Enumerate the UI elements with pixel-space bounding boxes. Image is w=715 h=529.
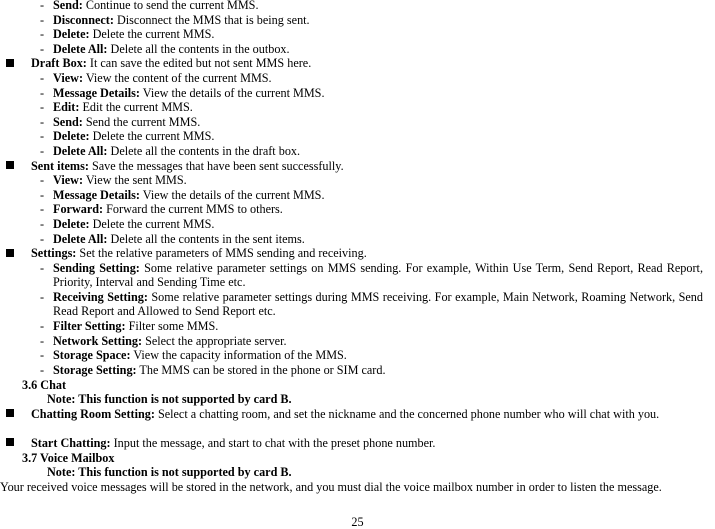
bullet-start-chatting: Start Chatting: Input the message, and start to chat with the preset phone number. — [31, 436, 436, 450]
square-bullet-icon — [6, 438, 14, 446]
bullet-draft-box: Draft Box: It can save the edited but not sent MMS here. — [31, 56, 312, 71]
paragraph-voice-mailbox: Your received voice messages will be stored in the network, and you must dial the voice mailbox number in order to listen the message. — [0, 479, 662, 494]
section-heading-voice-mailbox: 3.7 Voice Mailbox — [22, 450, 115, 465]
square-bullet-icon — [6, 161, 14, 169]
note-chat: Note: This function is not supported by card B. — [47, 392, 292, 407]
note-voice-mailbox: Note: This function is not supported by card B. — [47, 465, 292, 480]
section-heading-chat: 3.6 Chat — [22, 377, 67, 392]
bullet-settings: Settings: Set the relative parameters of MMS sending and receiving. — [31, 246, 367, 261]
page-number: 25 — [351, 515, 364, 529]
square-bullet-icon — [6, 59, 14, 67]
bullet-sent-items: Sent items: Save the messages that have been sent successfully. — [31, 158, 344, 173]
bullet-chatting-room: Chatting Room Setting: Select a chatting room, and set the nickname and the concerned phone number who will chat with you. — [31, 406, 660, 421]
square-bullet-icon — [6, 249, 14, 257]
